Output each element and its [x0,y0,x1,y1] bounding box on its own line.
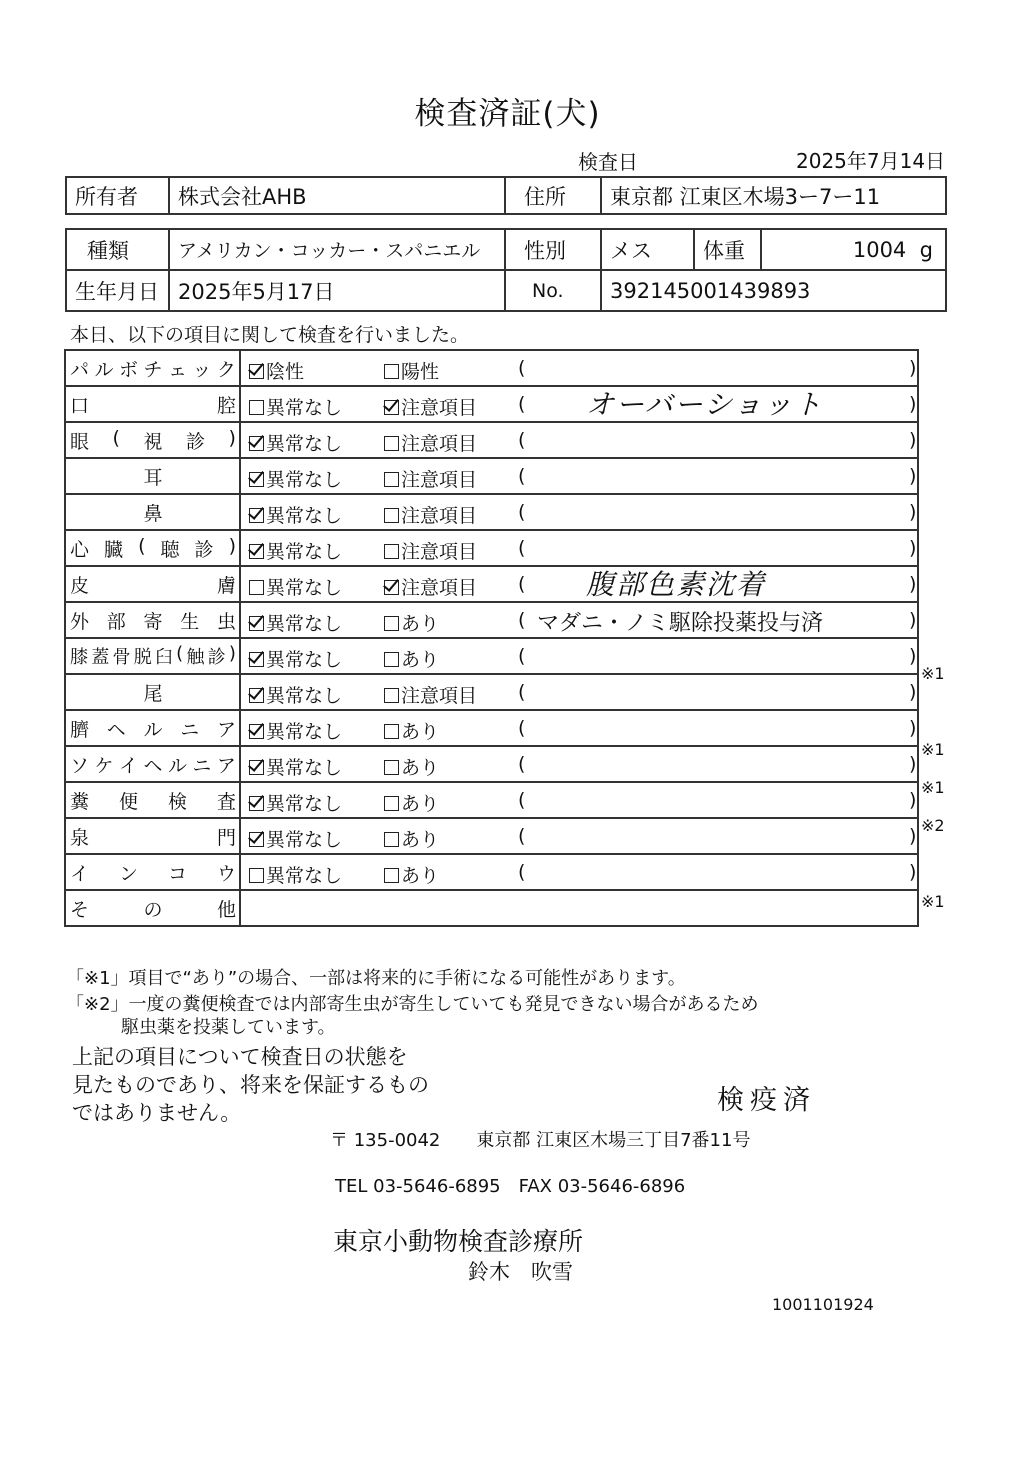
row-options [240,350,918,386]
row-label: 耳 [65,458,240,494]
breed-label: 種類 [66,229,169,270]
intro-text: 本日、以下の項目に関して検査を行いました。 [70,324,470,346]
option-attention[interactable]: あり [384,645,439,672]
note-2: 「※2」一度の糞便検査では内部寄生虫が寄生していても発見できない場合があるため [66,994,759,1015]
checkbox-icon[interactable] [384,400,399,415]
paren-close: ) [909,501,917,523]
paren-open: ( [518,861,526,883]
exam-date-label: 検査日 [578,150,638,174]
clinic-name: 東京小動物検査診療所 [333,1227,584,1256]
table-row [65,530,918,566]
table-row [65,458,918,494]
option-attention[interactable]: あり [384,825,439,852]
checkbox-icon[interactable] [249,652,264,667]
paren-open: ( [518,429,526,451]
row-options [240,458,918,494]
row-options [240,818,918,854]
row-options [240,386,918,422]
checkbox-icon[interactable] [249,364,264,379]
checkbox-icon[interactable] [384,508,399,523]
paren-open: ( [518,825,526,847]
row-options [240,422,918,458]
option-attention[interactable]: 注意項目 [384,465,477,492]
paren-close: ) [909,645,917,667]
table-row [65,602,918,638]
sex-label: 性別 [505,229,601,270]
row-label: ソ ケ イ ヘ ル ニ ア [65,746,240,782]
row-options [240,530,918,566]
row-label: 皮 膚 [65,566,240,602]
checkbox-icon[interactable] [249,580,264,595]
veterinarian-name: 鈴木 吹雪 [468,1260,573,1284]
paren-open: ( [518,537,526,559]
option-normal[interactable]: 異常なし [249,717,342,744]
table-row [65,566,918,602]
checkbox-icon[interactable] [249,832,264,847]
owner-table [65,176,947,215]
option-attention[interactable]: 注意項目 [384,573,477,600]
option-attention[interactable]: あり [384,609,439,636]
other-value [240,890,918,926]
row-options [240,674,918,710]
checkbox-icon[interactable] [249,616,264,631]
option-normal[interactable]: 異常なし [249,573,342,600]
paren-close: ) [909,393,917,415]
row-label: 膝 蓋 骨 脱 臼 ( 触 診 ) [65,638,240,674]
inspection-table [64,349,919,927]
row-label: 糞 便 検 査 [65,782,240,818]
option-attention[interactable]: 陽性 [384,357,439,384]
row-label: 口 腔 [65,386,240,422]
animal-table [65,228,947,312]
clinic-contact: TEL 03-5646-6895 FAX 03-5646-6896 [335,1176,686,1197]
no-label: No. [505,270,601,311]
footnote-mark: ※2 [921,816,945,836]
row-label: イ ン コ ウ [65,854,240,890]
owner-value: 株式会社AHB [169,177,505,214]
paren-open: ( [518,645,526,667]
paren-close: ) [909,357,917,379]
footnote-mark: ※1 [921,663,945,683]
checkbox-icon[interactable] [384,580,399,595]
paren-open: ( [518,789,526,811]
table-row [65,818,918,854]
no-value: 392145001439893 [601,270,946,311]
option-normal[interactable]: 陰性 [249,357,304,384]
row-label: 鼻 [65,494,240,530]
checkbox-icon[interactable] [384,436,399,451]
paren-close: ) [909,825,917,847]
paren-close: ) [909,717,917,739]
checkbox-icon[interactable] [249,400,264,415]
birth-value: 2025年5月17日 [169,270,505,311]
table-row [65,674,918,710]
option-attention[interactable]: あり [384,861,439,888]
serial-number: 1001101924 [772,1295,874,1314]
row-label: パ ル ボ チ ェ ッ ク [65,350,240,386]
checkbox-icon[interactable] [249,544,264,559]
paren-close: ) [909,573,917,595]
row-options [240,494,918,530]
breed-value: アメリカン・コッカー・スパニエル [169,229,505,270]
paren-close: ) [909,537,917,559]
table-row [65,350,918,386]
option-attention[interactable]: あり [384,789,439,816]
checkbox-icon[interactable] [384,616,399,631]
paren-close: ) [909,789,917,811]
option-normal[interactable]: 異常なし [249,465,342,492]
option-normal[interactable]: 異常なし [249,537,342,564]
table-row [65,746,918,782]
weight-value: 1004 g [761,229,946,270]
row-options [240,782,918,818]
row-options [240,710,918,746]
option-normal[interactable]: 異常なし [249,429,342,456]
table-row [65,782,918,818]
checkbox-icon[interactable] [384,472,399,487]
paren-open: ( [518,753,526,775]
document-title: 検査済証(犬) [414,96,601,132]
address-value: 東京都 江東区木場3ー7ー11 [601,177,946,214]
checkbox-icon[interactable] [249,868,264,883]
clinic-address: 〒 135-0042 東京都 江東区木場三丁目7番11号 [330,1130,751,1151]
option-normal[interactable]: 異常なし [249,753,342,780]
option-attention[interactable]: 注意項目 [384,393,477,420]
checkbox-icon[interactable] [384,868,399,883]
row-options [240,854,918,890]
checkbox-icon[interactable] [384,544,399,559]
paren-close: ) [909,753,917,775]
footnote-mark: ※1 [921,740,945,759]
paren-open: ( [518,393,526,415]
address-label: 住所 [505,177,601,214]
row-options [240,602,918,638]
checkbox-icon[interactable] [249,796,264,811]
paren-open: ( [518,357,526,379]
note-3: 駆虫薬を投薬しています。 [121,1017,336,1038]
paren-open: ( [518,609,526,631]
checkbox-icon[interactable] [384,364,399,379]
checkbox-icon[interactable] [384,688,399,703]
checkbox-icon[interactable] [249,508,264,523]
table-row [65,638,918,674]
row-label: 心 臓 ( 聴 診 ) [65,530,240,566]
row-label: 泉 門 [65,818,240,854]
option-normal[interactable]: 異常なし [249,393,342,420]
exam-date: 2025年7月14日 [796,149,946,173]
weight-label: 体重 [694,229,761,270]
option-normal[interactable]: 異常なし [249,681,342,708]
owner-label: 所有者 [66,177,169,214]
checkbox-icon[interactable] [384,832,399,847]
paren-close: ) [909,681,917,703]
other-label: そ の 他 [65,890,240,926]
paren-open: ( [518,501,526,523]
note-1: 「※1」項目で“あり”の場合、一部は将来的に手術になる可能性があります。 [66,968,686,989]
paren-close: ) [909,861,917,883]
table-row [65,422,918,458]
checkbox-icon[interactable] [249,724,264,739]
row-label: 眼 ( 視 診 ) [65,422,240,458]
row-detail: 腹部色素沈着 [586,568,767,601]
row-label: 臍 ヘ ル ニ ア [65,710,240,746]
footnote-mark: ※1 [921,778,945,798]
checkbox-icon[interactable] [249,688,264,703]
checkbox-icon[interactable] [384,652,399,667]
row-detail: マダニ・ノミ駆除投薬投与済 [537,611,824,636]
row-label: 尾 [65,674,240,710]
option-attention[interactable]: 注意項目 [384,501,477,528]
row-options [240,566,918,602]
option-normal[interactable]: 異常なし [249,501,342,528]
option-normal[interactable]: 異常なし [249,789,342,816]
option-normal[interactable]: 異常なし [249,645,342,672]
option-attention[interactable]: 注意項目 [384,429,477,456]
paren-open: ( [518,573,526,595]
checkbox-icon[interactable] [249,472,264,487]
checkbox-icon[interactable] [384,760,399,775]
checkbox-icon[interactable] [249,436,264,451]
paren-open: ( [518,681,526,703]
table-row [65,494,918,530]
checkbox-icon[interactable] [384,796,399,811]
option-attention[interactable]: あり [384,717,439,744]
quarantine-seal: 検疫済 [717,1085,816,1116]
disclaimer: 上記の項目について検査日の状態を 見たものであり、将来を保証するもの ではありません。 [72,1045,429,1125]
option-attention[interactable]: 注意項目 [384,537,477,564]
option-attention[interactable]: 注意項目 [384,681,477,708]
sex-value: メス [601,229,694,270]
checkbox-icon[interactable] [249,760,264,775]
checkbox-icon[interactable] [384,724,399,739]
paren-open: ( [518,465,526,487]
option-attention[interactable]: あり [384,753,439,780]
row-options [240,638,918,674]
row-options [240,746,918,782]
row-detail: オーバーショット [586,388,824,421]
option-normal[interactable]: 異常なし [249,609,342,636]
paren-close: ) [909,465,917,487]
paren-open: ( [518,717,526,739]
footnote-mark: ※1 [921,892,945,912]
option-normal[interactable]: 異常なし [249,861,342,888]
table-row [65,386,918,422]
table-row [65,710,918,746]
row-label: 外 部 寄 生 虫 [65,602,240,638]
paren-close: ) [909,429,917,451]
paren-close: ) [909,609,917,631]
option-normal[interactable]: 異常なし [249,825,342,852]
table-row [65,854,918,890]
birth-label: 生年月日 [66,270,169,311]
